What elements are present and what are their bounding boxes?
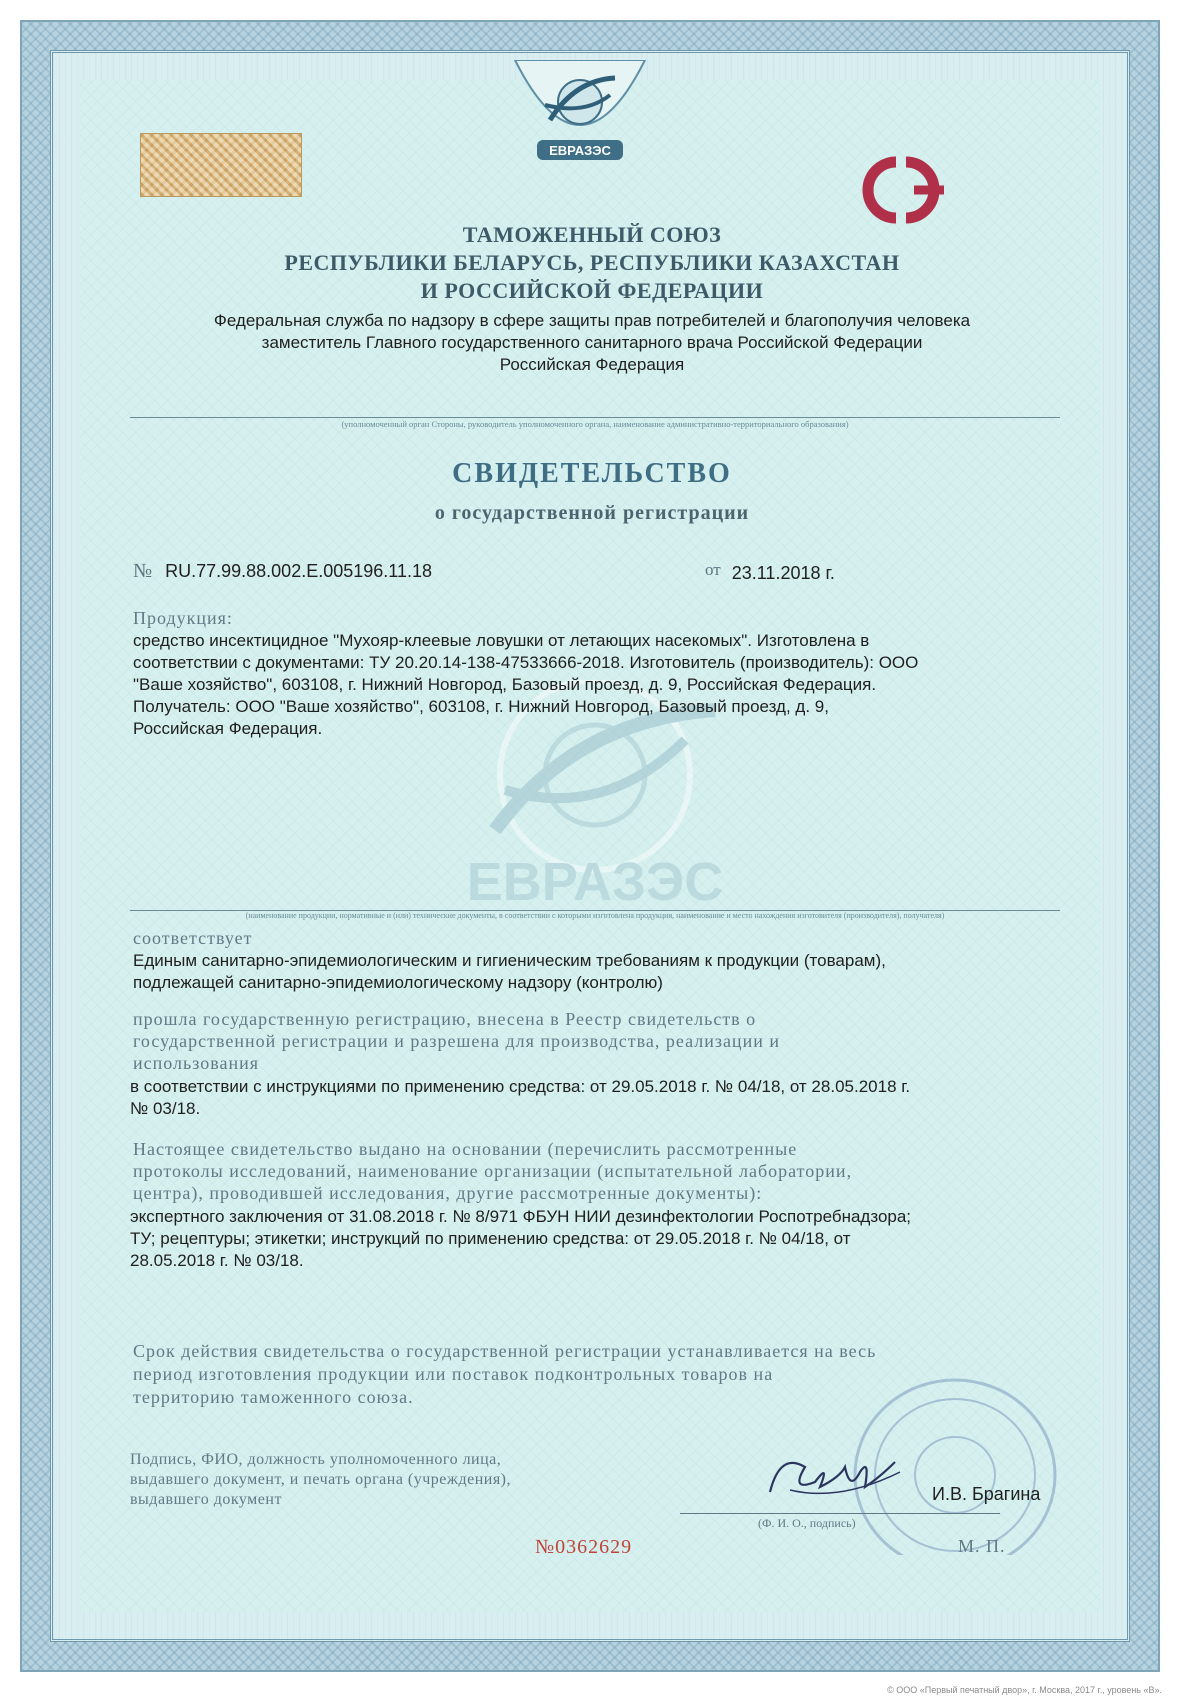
authority-line2: заместитель Главного государственного санитарного врача Российской Федерации <box>261 333 923 352</box>
product-line: "Ваше хозяйство", 603108, г. Нижний Новгород, Базовый проезд, д. 9, Российская Федерация. <box>133 675 877 694</box>
validity-line: территорию таможенного союза. <box>133 1387 414 1407</box>
product-line: соответствии с документами: ТУ 20.20.14-138-47533666-2018. Изготовитель (производитель): ООО <box>133 653 919 672</box>
basis-label-line: протоколы исследований, наименование организации (испытательной лаборатории, <box>133 1161 853 1181</box>
registration-label-line: прошла государственную регистрацию, внесена в Реестр свидетельств о <box>133 1009 757 1029</box>
basis-label-line: Настоящее свидетельство выдано на основании (перечислить рассмотренные <box>133 1139 798 1159</box>
printer-imprint: © ООО «Первый печатный двор», г. Москва, 2017 г., уровень «В». <box>887 1685 1162 1695</box>
number-value: RU.77.99.88.002.Е.005196.11.18 <box>165 561 432 581</box>
product-line: Получатель: ООО "Ваше хозяйство", 603108, г. Нижний Новгород, Базовый проезд, д. 9, <box>133 697 829 716</box>
signature-label-line: выдавшего документ <box>130 1491 282 1508</box>
form-serial-number: №0362629 <box>535 1536 633 1558</box>
union-title-line1: ТАМОЖЕННЫЙ СОЮЗ <box>462 222 722 247</box>
registration-label-line: государственной регистрации и разрешена для производства, реализации и <box>133 1031 780 1051</box>
basis-text <box>130 1206 1080 1272</box>
registration-text <box>130 1076 1080 1120</box>
authority-line1: Федеральная служба по надзору в сфере защиты прав потребителей и благополучия человека <box>213 311 971 330</box>
registration-line: в соответствии с инструкциями по применению средства: от 29.05.2018 г. № 04/18, от 28.05.2018 г. <box>130 1077 911 1096</box>
se-conformity-mark-icon <box>848 152 958 228</box>
handwritten-signature <box>760 1432 910 1512</box>
conforms-line: Единым санитарно-эпидемиологическим и гигиеническим требованиям к продукции (товарам), <box>133 951 886 970</box>
basis-label <box>133 1138 1053 1204</box>
hologram-sticker <box>140 133 302 197</box>
basis-line: 28.05.2018 г. № 03/18. <box>130 1251 304 1270</box>
union-title-line3: И РОССИЙСКОЙ ФЕДЕРАЦИИ <box>420 278 764 303</box>
product-label: Продукция: <box>133 608 233 628</box>
evrazes-emblem-icon <box>505 60 655 180</box>
basis-line: ТУ; рецептуры; этикетки; инструкций по применению средства: от 29.05.2018 г. № 04/18, от <box>130 1229 851 1248</box>
signature-underline <box>680 1513 1000 1514</box>
validity-line: Срок действия свидетельства о государственной регистрации устанавливается на весь <box>133 1341 877 1361</box>
product-line: Российская Федерация. <box>133 719 323 738</box>
authority-hint: (уполномоченный орган Стороны, руководитель уполномоченного органа, наименование административно-территориального образования) <box>341 419 849 429</box>
registration-line: № 03/18. <box>130 1099 201 1118</box>
authority-underline <box>130 417 1060 418</box>
registration-label-line: использования <box>133 1053 260 1073</box>
product-text <box>133 630 1083 740</box>
number-row <box>133 560 432 583</box>
signature-label-line: выдавшего документ, и печать органа (учреждения), <box>130 1471 512 1488</box>
signature-hint: (Ф. И. О., подпись) <box>758 1516 856 1530</box>
watermark-label: ЕВРАЗЭС <box>466 852 724 912</box>
validity-line: период изготовления продукции или поставок подконтрольных товаров на <box>133 1364 774 1384</box>
date-value: 23.11.2018 г. <box>731 563 835 583</box>
certificate-title: СВИДЕТЕЛЬСТВО <box>452 458 732 489</box>
signature-label-line: Подпись, ФИО, должность уполномоченного лица, <box>130 1451 502 1468</box>
product-hint: (наименование продукции, нормативные и (или) технические документы, в соответствии с которыми изготовлена продукция, наименование и место нахождения изготовителя (производителя), получателя) <box>245 911 945 920</box>
conforms-text <box>133 950 1083 994</box>
emblem-label: ЕВРАЗЭС <box>549 143 611 158</box>
stamp-place-label: М. П. <box>958 1536 1006 1556</box>
date-row <box>705 560 835 584</box>
signatory-name: И.В. Брагина <box>932 1484 1041 1504</box>
basis-label-line: центра), проводившей исследования, другие рассмотренные документы): <box>133 1183 763 1203</box>
union-title-line2: РЕСПУБЛИКИ БЕЛАРУСЬ, РЕСПУБЛИКИ КАЗАХСТАН <box>284 250 900 275</box>
certificate-subtitle: о государственной регистрации <box>434 502 750 524</box>
authority-line3: Российская Федерация <box>499 355 685 374</box>
date-label: от <box>705 560 721 579</box>
basis-line: экспертного заключения от 31.08.2018 г. № 8/971 ФБУН НИИ дезинфектологии Роспотребнадзора; <box>130 1207 912 1226</box>
conforms-label: соответствует <box>133 928 253 948</box>
number-label: № <box>133 560 153 582</box>
signature-label <box>130 1450 511 1510</box>
product-line: средство инсектицидное "Мухояр-клеевые ловушки от летающих насекомых". Изготовлена в <box>133 631 870 650</box>
registration-label <box>133 1008 1053 1074</box>
conforms-line: подлежащей санитарно-эпидемиологическому надзору (контролю) <box>133 973 663 992</box>
